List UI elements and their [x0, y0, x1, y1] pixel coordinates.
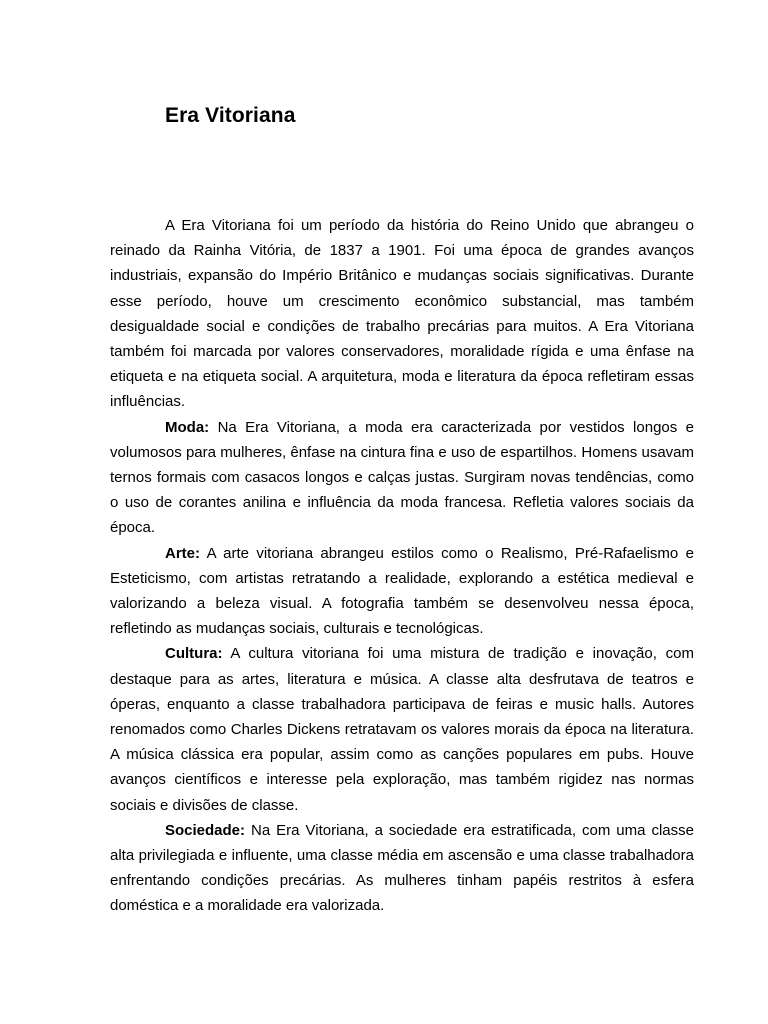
- section-moda: [110, 415, 694, 541]
- document-body: [110, 213, 694, 919]
- section-heading-sociedade: Sociedade:: [165, 821, 246, 839]
- section-sociedade: [110, 818, 694, 919]
- section-heading-moda: Moda:: [165, 418, 210, 436]
- section-text-moda: Na Era Vitoriana, a moda era caracterizada por vestidos longos e volumosos para mulheres, ênfase na cintura fina e uso de espartilhos. Homens usavam ternos formais com casacos longos e calças justas. Surgiram novas tendências, como o uso de corantes anilina e influência da moda francesa. Refletia valores sociais da época.: [110, 418, 694, 537]
- section-heading-cultura: Cultura:: [165, 645, 223, 663]
- document-title: Era Vitoriana: [165, 104, 296, 127]
- intro-paragraph: A Era Vitoriana foi um período da história do Reino Unido que abrangeu o reinado da Rainha Vitória, de 1837 a 1901. Foi uma época de grandes avanços industriais, expansão do Império Britânico e mudanças sociais significativas. Durante esse período, houve um crescimento econômico substancial, mas também desigualdade social e condições de trabalho precárias para muitos. A Era Vitoriana também foi marcada por valores conservadores, moralidade rígida e uma ênfase na etiqueta e na etiqueta social. A arquitetura, moda e literatura da época refletiram essas influências.: [110, 217, 694, 411]
- section-arte: [110, 541, 694, 642]
- section-text-cultura: A cultura vitoriana foi uma mistura de tradição e inovação, com destaque para as artes, literatura e música. A classe alta desfrutava de teatros e óperas, enquanto a classe trabalhadora participava de feiras e music halls. Autores renomados como Charles Dickens retratavam os valores morais da época na literatura. A música clássica era popular, assim como as canções populares em pubs. Houve avanços científicos e interesse pela exploração, mas também rigidez nas normas sociais e divisões de classe.: [110, 645, 694, 814]
- section-text-sociedade: Na Era Vitoriana, a sociedade era estratificada, com uma classe alta privilegiada e influente, uma classe média em ascensão e uma classe trabalhadora enfrentando condições precárias. As mulheres tinham papéis restritos à esfera doméstica e a moralidade era valorizada.: [110, 821, 694, 915]
- section-cultura: [110, 641, 694, 817]
- section-heading-arte: Arte:: [165, 544, 201, 562]
- section-text-arte: A arte vitoriana abrangeu estilos como o Realismo, Pré-Rafaelismo e Esteticismo, com artistas retratando a realidade, explorando a estética medieval e valorizando a beleza visual. A fotografia também se desenvolveu nessa época, refletindo as mudanças sociais, culturais e tecnológicas.: [110, 544, 694, 638]
